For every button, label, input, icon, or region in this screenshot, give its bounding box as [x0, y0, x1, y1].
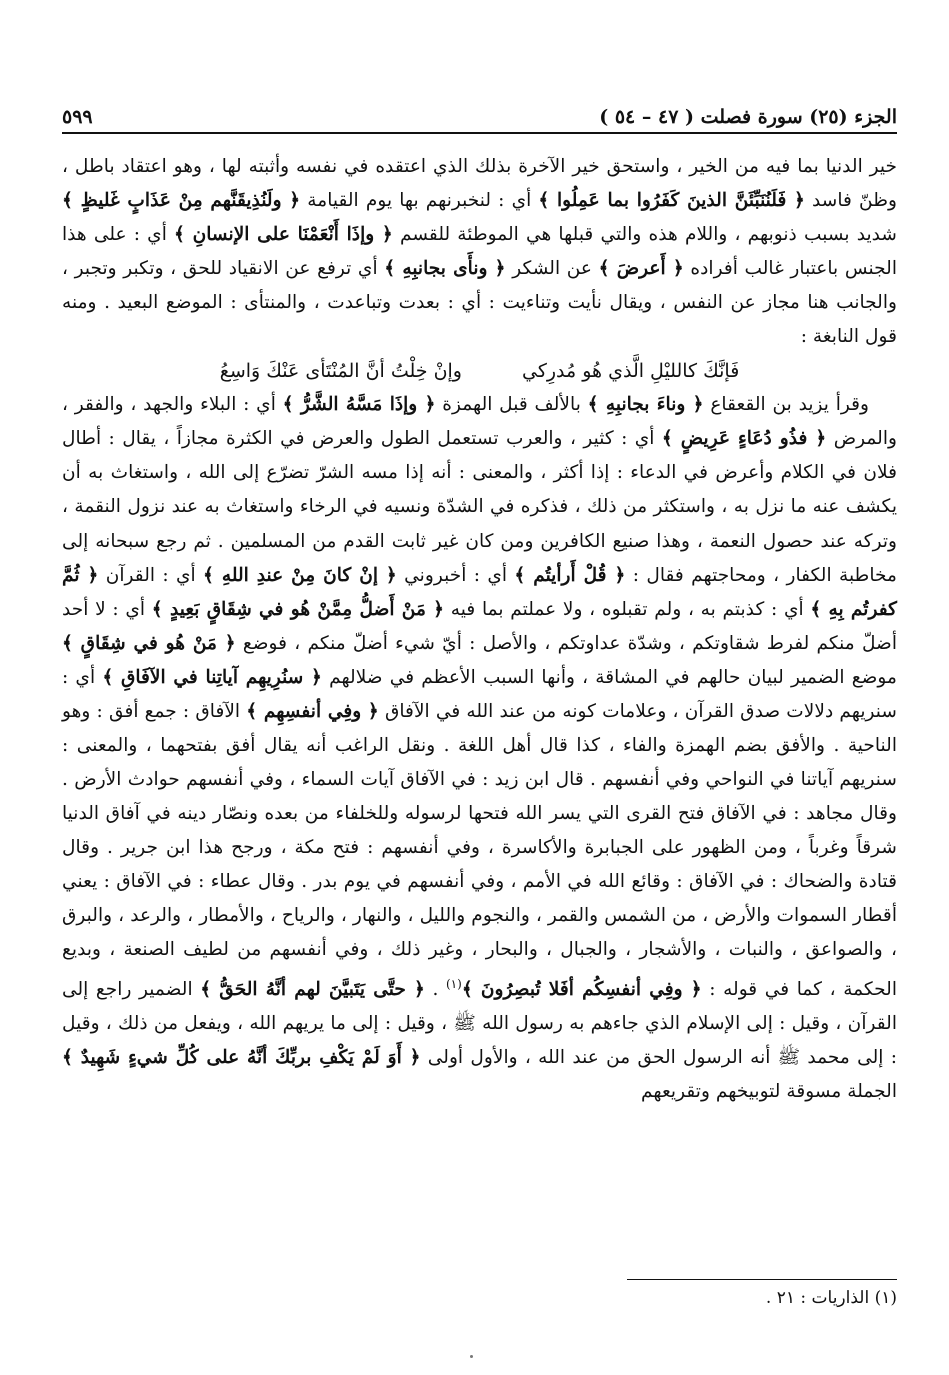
quran-verse: ﴿ فذُو دُعَاءٍ عَرِيضٍ ﴾ [661, 428, 827, 450]
commentary-text: أي : على هذا الجنس باعتبار غالب أفراده [62, 224, 897, 280]
commentary-text: أي : كثير ، والعرب تستعمل الطول والعرض في الكثرة مجازاً ، يقال : أطال فلان في الكلام وأعرض في الدعاء : إذا أكثر ، والمعنى : أنه إذا مسه الشرّ تضرّع إلى الله ، واستغاث به أن يكشف عنه ما نزل به ، واستكثر من ذلك ، فذكره في الشدّة ونسيه في الرخاء واستغاث به عند نزول النقمة ، وتركه عند حصول النعمة ، وهذا صنيع الكافرين ومن كان غير ثابت القدم من المسلمين . ثم رجع سبحانه إلى مخاطبة الكفار ، ومحاجتهم فقال : [62, 428, 897, 586]
page-header [62, 94, 897, 128]
commentary-text: . [424, 979, 446, 1001]
footnote-divider [627, 1279, 897, 1280]
commentary-text: وقرأ يزيد بن القعقاع [703, 394, 869, 416]
commentary-text: الآفاق : جمع أفق : وهو الناحية . والأفق بضم الهمزة والفاء ، كذا قال أهل اللغة . ونقل الراغب أنه يقال أفق بفتحهما ، والمعنى : سنريهم آياتنا في النواحي وفي أنفسهم . قال ابن زيد : في الآفاق آيات السماء ، وفي أنفسهم حوادث الأرض . وقال مجاهد : في الآفاق فتح القرى التي يسر الله فتحها لرسوله وللخلفاء من بعده ونصّار دينه في آفاق الدنيا شرقاً وغرباً ، ومن الظهور على الجبابرة والأكاسرة ، وفي أنفسهم : فتح مكة ، ورجح هذا ابن جرير . وقال قتادة والضحاك : في الآفاق : وقائع الله في الأمم ، وفي أنفسهم في يوم بدر . وقال عطاء : في الآفاق : يعني أقطار السموات والأرض ، من الشمس والقمر ، والنجوم والليل ، والنهار ، والرياح ، والأمطار ، والرعد ، والبرق ، والصواعق ، والنبات ، والأشجار ، والجبال ، والبحار ، وغير ذلك ، وفي أنفسهم من لطيف الصنعة ، وبديع الحكمة ، كما في قوله : [62, 700, 898, 1001]
commentary-text: أي : كذبتم به ، ولم تقبلوه ، ولا عملتم بما فيه [444, 598, 811, 620]
quran-verse: ﴿ ونأَى بجانبِهِ ﴾ [384, 258, 506, 280]
quran-verse: ﴿ مَنْ أَضلُّ مِمَّنْ هُو في شِقَاقٍ بَعِيدٍ ﴾ [151, 598, 445, 620]
footnote-ref: (١) [445, 977, 462, 992]
quran-verse: ﴿ وفِي أنفسِكُم أفَلا تُبصِرُونَ ﴾ [461, 979, 702, 1001]
commentary-text: أي : القرآن [98, 564, 204, 586]
poem-hemistich-second: وإنْ خِلْتُ أنَّ المُنْتَأى عَنْكَ وَاسِعُ [219, 360, 462, 383]
poem-hemistich-first: فَإنَّكَ كالليْلِ الَّذي هُو مُدرِكي [521, 360, 740, 383]
commentary-text: الجملة مسوقة لتوبيخهم وتقريعهم [641, 1081, 897, 1103]
commentary-text: أي : لا أحد أضلّ منكم لفرط شقاوتكم ، وشدّة عداوتكم ، والأصل : أيّ شيء أضلّ منكم ، فوضع [62, 598, 897, 654]
quran-verse: ﴿ إنْ كانَ مِنْ عندِ اللهِ ﴾ [203, 564, 397, 586]
header-divider [62, 132, 897, 134]
quran-verse: ﴿ وناءَ بجانبِهِ ﴾ [587, 394, 704, 416]
commentary-text: أي ترفع عن الانقياد للحق ، وتكبر وتجبر ، والجانب هنا مجاز عن النفس ، ويقال نأيت وتناءيت : أي : بعدت وتباعدت ، والمنتأى : الموضع البعيد . ومنه قول النابغة : [62, 258, 897, 348]
commentary-text: أي : أخبروني [396, 564, 515, 586]
quran-verse: ﴿ قُلْ أَرأيتُم ﴾ [514, 564, 626, 586]
quran-verse: ﴿ سنُرِيهِم آياتِنا في الآفَاقِ ﴾ [102, 666, 322, 688]
quran-verse: ﴿ وفِي أنفسِهِم ﴾ [246, 700, 379, 722]
commentary-text: بالألف قبل الهمزة [435, 394, 588, 416]
main-text [62, 150, 897, 1110]
commentary-text: الضمير راجع إلى القرآن ، وقيل : إلى الإسلام الذي جاءهم به رسول الله ﷺ ، وقيل : إلى ما يريهم الله ، ويفعل من ذلك ، وقيل : إلى محمد ﷺ أنه الرسول الحق من عند الله ، والأول أولى [62, 979, 897, 1069]
quran-verse: ﴿ ثُمَّ كفرتُم بِهِ ﴾ [62, 564, 897, 620]
commentary-text: أي : البلاء والجهد ، والفقر ، والمرض [62, 394, 897, 450]
poem-verse [62, 354, 897, 388]
quran-verse: ﴿ مَنْ هُو في شِقَاقٍ ﴾ [62, 632, 236, 654]
quran-verse: ﴿ وإذَا مَسَّهُ الشَّرُّ ﴾ [282, 394, 436, 416]
commentary-text: شديد بسبب ذنوبهم ، واللام هذه والتي قبلها هي الموطئة للقسم [392, 224, 897, 246]
footnote: (١) الذاريات : ٢١ . [765, 1288, 897, 1308]
paragraph-1 [62, 150, 897, 354]
commentary-text: خير الدنيا بما فيه من الخير ، واستحق خير الآخرة بذلك الذي اعتقده في نفسه وأثبته لها ، وهو اعتقاد باطل ، وظنّ فاسد [62, 156, 897, 212]
paragraph-2 [62, 388, 897, 1109]
commentary-text: موضع الضمير لبيان حالهم في المشاقة ، وأنها السبب الأعظم في ضلالهم [321, 666, 897, 688]
commentary-text: عن الشكر [505, 258, 599, 280]
commentary-text: أي : سنريهم دلالات صدق القرآن ، وعلامات كونه من عند الله في الآفاق [62, 666, 897, 722]
quran-verse: ﴿ وإذَا أَنْعَمْنَا على الإنسانِ ﴾ [174, 224, 393, 246]
quran-verse: ﴿ أَوَ لَمْ يَكْفِ بربِّكَ أنَّهُ على كُلِّ شيءٍ شَهِيدٌ ﴾ [62, 1047, 421, 1069]
page-number: ٥٩٩ [62, 106, 93, 128]
running-title: الجزء (٢٥) سورة فصلت ( ٤٧ – ٥٤ ) [599, 106, 897, 128]
quran-verse: ﴿ أَعرضَ ﴾ [598, 258, 684, 280]
quran-verse: ﴿ فَلَنُنَبِّئَنَّ الذينَ كَفَرُوا بما عَمِلُوا ﴾ [538, 190, 805, 212]
scan-speck [470, 1355, 473, 1358]
commentary-text: أي : لنخبرنهم بها يوم القيامة [300, 190, 539, 212]
quran-verse: ﴿ حتَّى يَتَبيَّنَ لهم أنَّهُ الحَقُّ ﴾ [200, 979, 425, 1001]
quran-verse: ﴿ ولَنُذِيقَنَّهم مِنْ عَذَابٍ غَليظٍ ﴾ [62, 190, 301, 212]
